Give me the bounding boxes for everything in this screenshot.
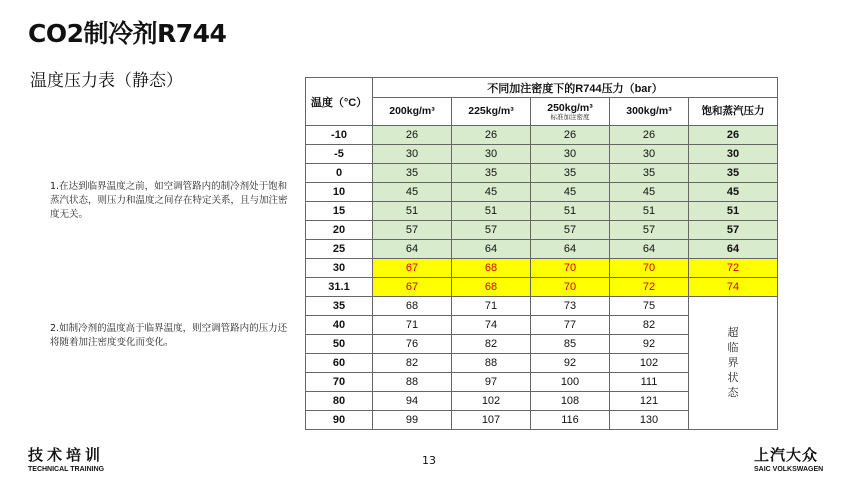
pressure-cell: 30 xyxy=(373,145,452,164)
pressure-cell: 26 xyxy=(373,126,452,145)
pressure-cell: 51 xyxy=(531,202,610,221)
table-row xyxy=(306,183,778,202)
temp-cell: 60 xyxy=(306,354,373,373)
pressure-cell: 121 xyxy=(610,392,689,411)
pressure-cell: 35 xyxy=(452,164,531,183)
temp-cell: -10 xyxy=(306,126,373,145)
brand-logo xyxy=(754,444,823,473)
table-row xyxy=(306,164,778,183)
table-row xyxy=(306,278,778,297)
table-row xyxy=(306,202,778,221)
supercritical-label: 超临界状态 xyxy=(727,326,739,399)
pressure-cell: 70 xyxy=(531,259,610,278)
pressure-cell: 92 xyxy=(531,354,610,373)
pressure-cell: 51 xyxy=(373,202,452,221)
pressure-cell: 51 xyxy=(610,202,689,221)
temp-cell: 10 xyxy=(306,183,373,202)
temp-cell: 25 xyxy=(306,240,373,259)
note-2: 2.如制冷剂的温度高于临界温度，则空调管路内的压力还将随着加注密度变化而变化。 xyxy=(50,323,288,348)
pressure-cell: 102 xyxy=(452,392,531,411)
pressure-cell: 57 xyxy=(531,221,610,240)
pressure-cell: 30 xyxy=(689,145,778,164)
pressure-cell: 64 xyxy=(689,240,778,259)
pressure-cell: 57 xyxy=(610,221,689,240)
slide-title: CO2制冷剂R744 xyxy=(28,19,227,48)
brand-logo-cn: 上汽大众 xyxy=(754,446,819,464)
group-header: 不同加注密度下的R744压力（bar） xyxy=(373,78,778,98)
pressure-cell: 64 xyxy=(452,240,531,259)
pressure-table xyxy=(305,77,778,430)
brand-logo-en: SAIC VOLKSWAGEN xyxy=(754,466,824,473)
pressure-cell: 77 xyxy=(531,316,610,335)
pressure-cell: 72 xyxy=(689,259,778,278)
pressure-cell: 57 xyxy=(452,221,531,240)
table-row xyxy=(306,221,778,240)
col-header: 225kg/m³ xyxy=(452,98,531,126)
pressure-cell: 70 xyxy=(610,259,689,278)
training-logo-cn: 技术培训 xyxy=(28,446,105,464)
col-header: 300kg/m³ xyxy=(610,98,689,126)
col-header: 200kg/m³ xyxy=(373,98,452,126)
pressure-cell: 64 xyxy=(373,240,452,259)
pressure-cell: 102 xyxy=(610,354,689,373)
pressure-cell: 116 xyxy=(531,411,610,430)
pressure-cell: 51 xyxy=(452,202,531,221)
temp-cell: 0 xyxy=(306,164,373,183)
pressure-cell: 45 xyxy=(531,183,610,202)
pressure-cell: 26 xyxy=(531,126,610,145)
pressure-cell: 92 xyxy=(610,335,689,354)
temp-cell: 35 xyxy=(306,297,373,316)
pressure-cell: 74 xyxy=(689,278,778,297)
temp-cell: 40 xyxy=(306,316,373,335)
pressure-cell: 45 xyxy=(373,183,452,202)
pressure-cell: 26 xyxy=(689,126,778,145)
pressure-cell: 94 xyxy=(373,392,452,411)
pressure-cell: 68 xyxy=(452,259,531,278)
table-row xyxy=(306,240,778,259)
training-logo xyxy=(28,444,104,473)
table-row xyxy=(306,126,778,145)
pressure-cell: 30 xyxy=(610,145,689,164)
pressure-cell: 130 xyxy=(610,411,689,430)
pressure-cell: 51 xyxy=(689,202,778,221)
pressure-cell: 107 xyxy=(452,411,531,430)
pressure-cell: 100 xyxy=(531,373,610,392)
temp-cell: 15 xyxy=(306,202,373,221)
col-header: 饱和蒸汽压力 xyxy=(689,98,778,126)
pressure-cell: 71 xyxy=(452,297,531,316)
training-logo-en: TECHNICAL TRAINING xyxy=(28,466,105,473)
table-row xyxy=(306,297,778,316)
pressure-cell: 82 xyxy=(373,354,452,373)
pressure-cell: 26 xyxy=(452,126,531,145)
temp-cell: 30 xyxy=(306,259,373,278)
pressure-cell: 57 xyxy=(689,221,778,240)
pressure-cell: 97 xyxy=(452,373,531,392)
temp-cell: 90 xyxy=(306,411,373,430)
temp-cell: 70 xyxy=(306,373,373,392)
pressure-cell: 64 xyxy=(610,240,689,259)
note-1: 1.在达到临界温度之前，如空调管路内的制冷剂处于饱和蒸汽状态，则压力和温度之间存在特定关系，且与加注密度无关。 xyxy=(50,181,288,220)
pressure-cell: 71 xyxy=(373,316,452,335)
pressure-cell: 108 xyxy=(531,392,610,411)
supercritical-cell xyxy=(689,297,778,430)
temp-header: 温度（°C） xyxy=(306,78,373,126)
table-body xyxy=(306,126,778,430)
pressure-cell: 35 xyxy=(531,164,610,183)
pressure-cell: 45 xyxy=(452,183,531,202)
slide-subtitle: 温度压力表（静态） xyxy=(30,71,183,91)
pressure-cell: 45 xyxy=(689,183,778,202)
temp-cell: 80 xyxy=(306,392,373,411)
pressure-cell: 74 xyxy=(452,316,531,335)
pressure-cell: 88 xyxy=(373,373,452,392)
pressure-cell: 30 xyxy=(452,145,531,164)
pressure-cell: 73 xyxy=(531,297,610,316)
temp-cell: 31.1 xyxy=(306,278,373,297)
table-row xyxy=(306,145,778,164)
col-header: 250kg/m³ 标准加注密度 xyxy=(531,98,610,126)
table-row xyxy=(306,259,778,278)
pressure-cell: 30 xyxy=(531,145,610,164)
col-subheader: 标准加注密度 xyxy=(550,113,590,121)
pressure-cell: 64 xyxy=(531,240,610,259)
pressure-cell: 35 xyxy=(610,164,689,183)
pressure-cell: 88 xyxy=(452,354,531,373)
pressure-cell: 67 xyxy=(373,278,452,297)
temp-cell: -5 xyxy=(306,145,373,164)
pressure-cell: 45 xyxy=(610,183,689,202)
pressure-cell: 67 xyxy=(373,259,452,278)
pressure-cell: 35 xyxy=(373,164,452,183)
pressure-cell: 70 xyxy=(531,278,610,297)
pressure-cell: 111 xyxy=(610,373,689,392)
page-number: 13 xyxy=(422,454,436,467)
pressure-cell: 57 xyxy=(373,221,452,240)
pressure-cell: 76 xyxy=(373,335,452,354)
pressure-cell: 35 xyxy=(689,164,778,183)
pressure-cell: 82 xyxy=(452,335,531,354)
pressure-cell: 75 xyxy=(610,297,689,316)
pressure-cell: 26 xyxy=(610,126,689,145)
temp-cell: 20 xyxy=(306,221,373,240)
pressure-cell: 68 xyxy=(452,278,531,297)
pressure-cell: 85 xyxy=(531,335,610,354)
pressure-cell: 99 xyxy=(373,411,452,430)
temp-cell: 50 xyxy=(306,335,373,354)
pressure-cell: 82 xyxy=(610,316,689,335)
pressure-cell: 68 xyxy=(373,297,452,316)
pressure-cell: 72 xyxy=(610,278,689,297)
